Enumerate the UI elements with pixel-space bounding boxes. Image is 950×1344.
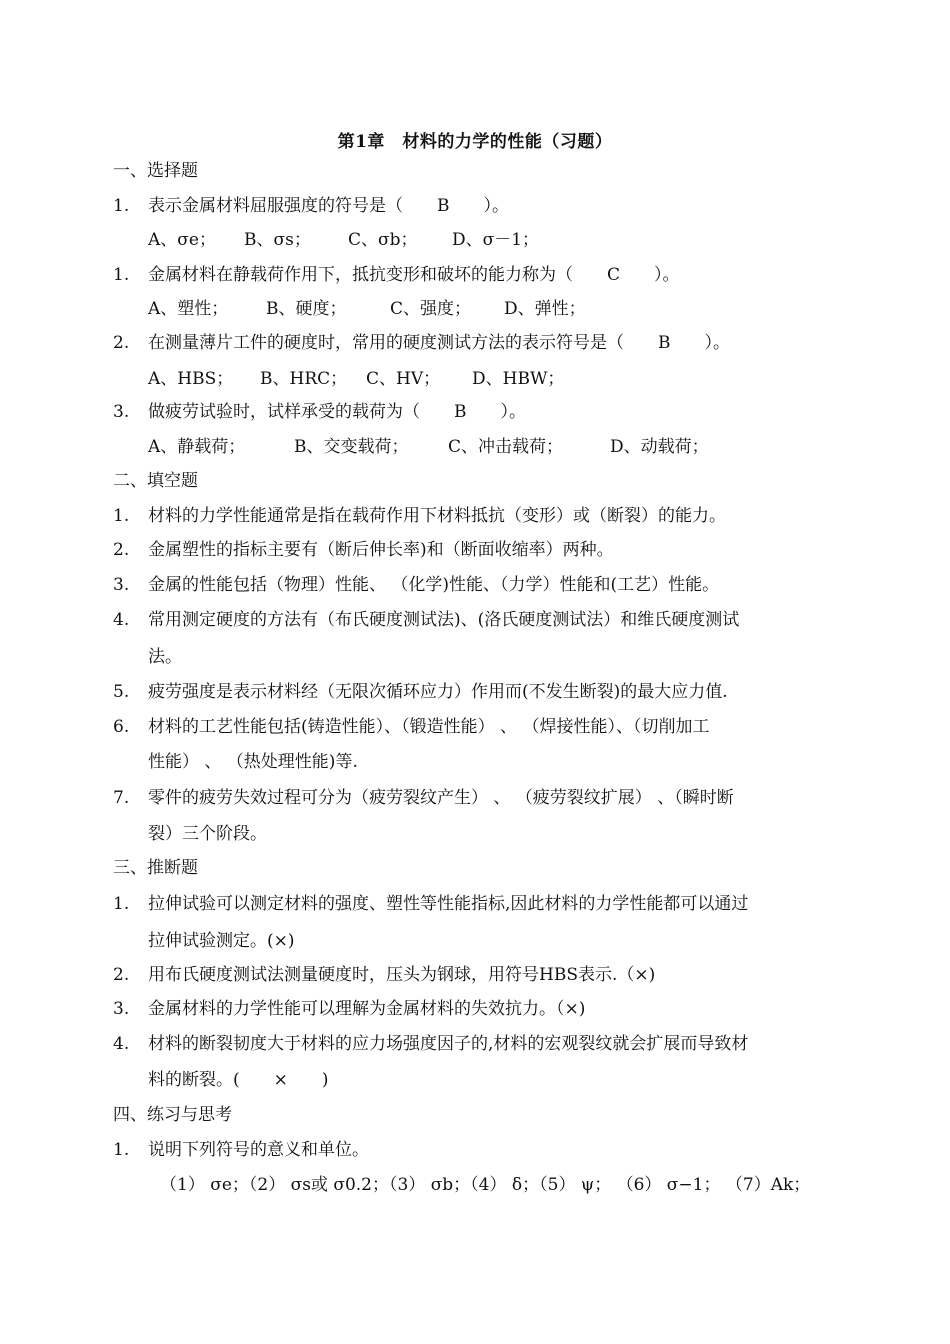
question-number: 3. xyxy=(113,575,130,595)
question-number: 2. xyxy=(113,965,130,985)
choice-question-4: 做疲劳试验时，试样承受的载荷为（ B ）。 xyxy=(148,402,526,422)
option-a: A、静载荷； xyxy=(148,437,246,457)
option-b: B、交变载荷； xyxy=(294,437,409,457)
judge-question-2: 用布氏硬度测试法测量硬度时，压头为钢球，用符号HBS表示.（×) xyxy=(148,965,656,985)
practice-question-1: 说明下列符号的意义和单位。 xyxy=(148,1140,369,1160)
question-number: 4. xyxy=(113,1034,130,1054)
section-practice-heading: 四、练习与思考 xyxy=(113,1105,232,1125)
question-number: 1. xyxy=(113,894,130,914)
option-a: A、σe； xyxy=(148,230,216,250)
option-d: D、弹性； xyxy=(504,299,586,319)
choice-question-3: 在测量薄片工件的硬度时，常用的硬度测试方法的表示符号是（ B ）。 xyxy=(148,333,730,353)
question-number: 1. xyxy=(113,506,130,526)
question-number: 1. xyxy=(113,196,130,216)
choice-question-1: 表示金属材料屈服强度的符号是（ B ）。 xyxy=(148,196,509,216)
question-number: 1. xyxy=(113,1140,130,1160)
fill-question-3: 金属的性能包括（物理）性能、 （化学)性能、（力学）性能和(工艺）性能。 xyxy=(148,575,720,595)
fill-question-7-cont: 裂）三个阶段。 xyxy=(148,824,267,844)
question-number: 3. xyxy=(113,402,130,422)
question-number: 7. xyxy=(113,788,130,808)
fill-question-4: 常用测定硬度的方法有（布氏硬度测试法)、(洛氏硬度测试法）和维氏硬度测试 xyxy=(148,610,740,630)
question-number: 2. xyxy=(113,540,130,560)
question-number: 3. xyxy=(113,999,130,1019)
option-b: B、硬度； xyxy=(266,299,347,319)
question-number: 4. xyxy=(113,610,130,630)
option-d: D、HBW； xyxy=(472,369,565,389)
question-number: 2. xyxy=(113,333,130,353)
judge-question-4-cont: 料的断裂。( × ) xyxy=(148,1070,329,1090)
option-c: C、σb； xyxy=(348,230,418,250)
question-number: 1. xyxy=(113,265,130,285)
judge-question-4: 材料的断裂韧度大于材料的应力场强度因子的,材料的宏观裂纹就会扩展而导致材 xyxy=(148,1034,749,1054)
option-d: D、动载荷； xyxy=(610,437,709,457)
fill-question-4-cont: 法。 xyxy=(148,647,182,667)
section-fill-heading: 二、填空题 xyxy=(113,471,198,491)
option-b: B、HRC； xyxy=(260,369,348,389)
fill-question-6: 材料的工艺性能包括(铸造性能）、（锻造性能） 、 （焊接性能）、（切削加工 xyxy=(148,717,710,737)
option-d: D、σ－1； xyxy=(452,230,540,250)
choice-question-2: 金属材料在静载荷作用下，抵抗变形和破坏的能力称为（ C ）。 xyxy=(148,265,680,285)
option-c: C、HV； xyxy=(366,369,441,389)
judge-question-1: 拉伸试验可以测定材料的强度、塑性等性能指标,因此材料的力学性能都可以通过 xyxy=(148,894,749,914)
fill-question-1: 材料的力学性能通常是指在载荷作用下材料抵抗（变形）或（断裂）的能力。 xyxy=(148,506,726,526)
symbol-list: （1） σe；（2） σs或 σ0.2；（3） σb；（4） δ；（5） ψ； （6） σ−1； （7）Ak； xyxy=(160,1175,811,1195)
question-number: 5. xyxy=(113,682,130,702)
question-number: 6. xyxy=(113,717,130,737)
fill-question-7: 零件的疲劳失效过程可分为（疲劳裂纹产生） 、 （疲劳裂纹扩展） 、（瞬时断 xyxy=(148,788,734,808)
fill-question-2: 金属塑性的指标主要有（断后伸长率)和（断面收缩率）两种。 xyxy=(148,540,614,560)
option-a: A、塑性； xyxy=(148,299,229,319)
option-c: C、冲击载荷； xyxy=(448,437,564,457)
fill-question-5: 疲劳强度是表示材料经（无限次循环应力）作用而(不发生断裂)的最大应力值. xyxy=(148,682,728,702)
judge-question-3: 金属材料的力学性能可以理解为金属材料的失效抗力。（×) xyxy=(148,999,586,1019)
option-a: A、HBS； xyxy=(148,369,234,389)
option-b: B、σs； xyxy=(244,230,311,250)
section-judge-heading: 三、推断题 xyxy=(113,858,198,878)
judge-question-1-cont: 拉伸试验测定。(×) xyxy=(148,931,295,951)
section-choice-heading: 一、选择题 xyxy=(113,161,198,181)
option-c: C、强度； xyxy=(390,299,472,319)
fill-question-6-cont: 性能） 、 （热处理性能)等. xyxy=(148,752,358,772)
chapter-title: 第1章 材料的力学的性能（习题） xyxy=(337,132,613,152)
